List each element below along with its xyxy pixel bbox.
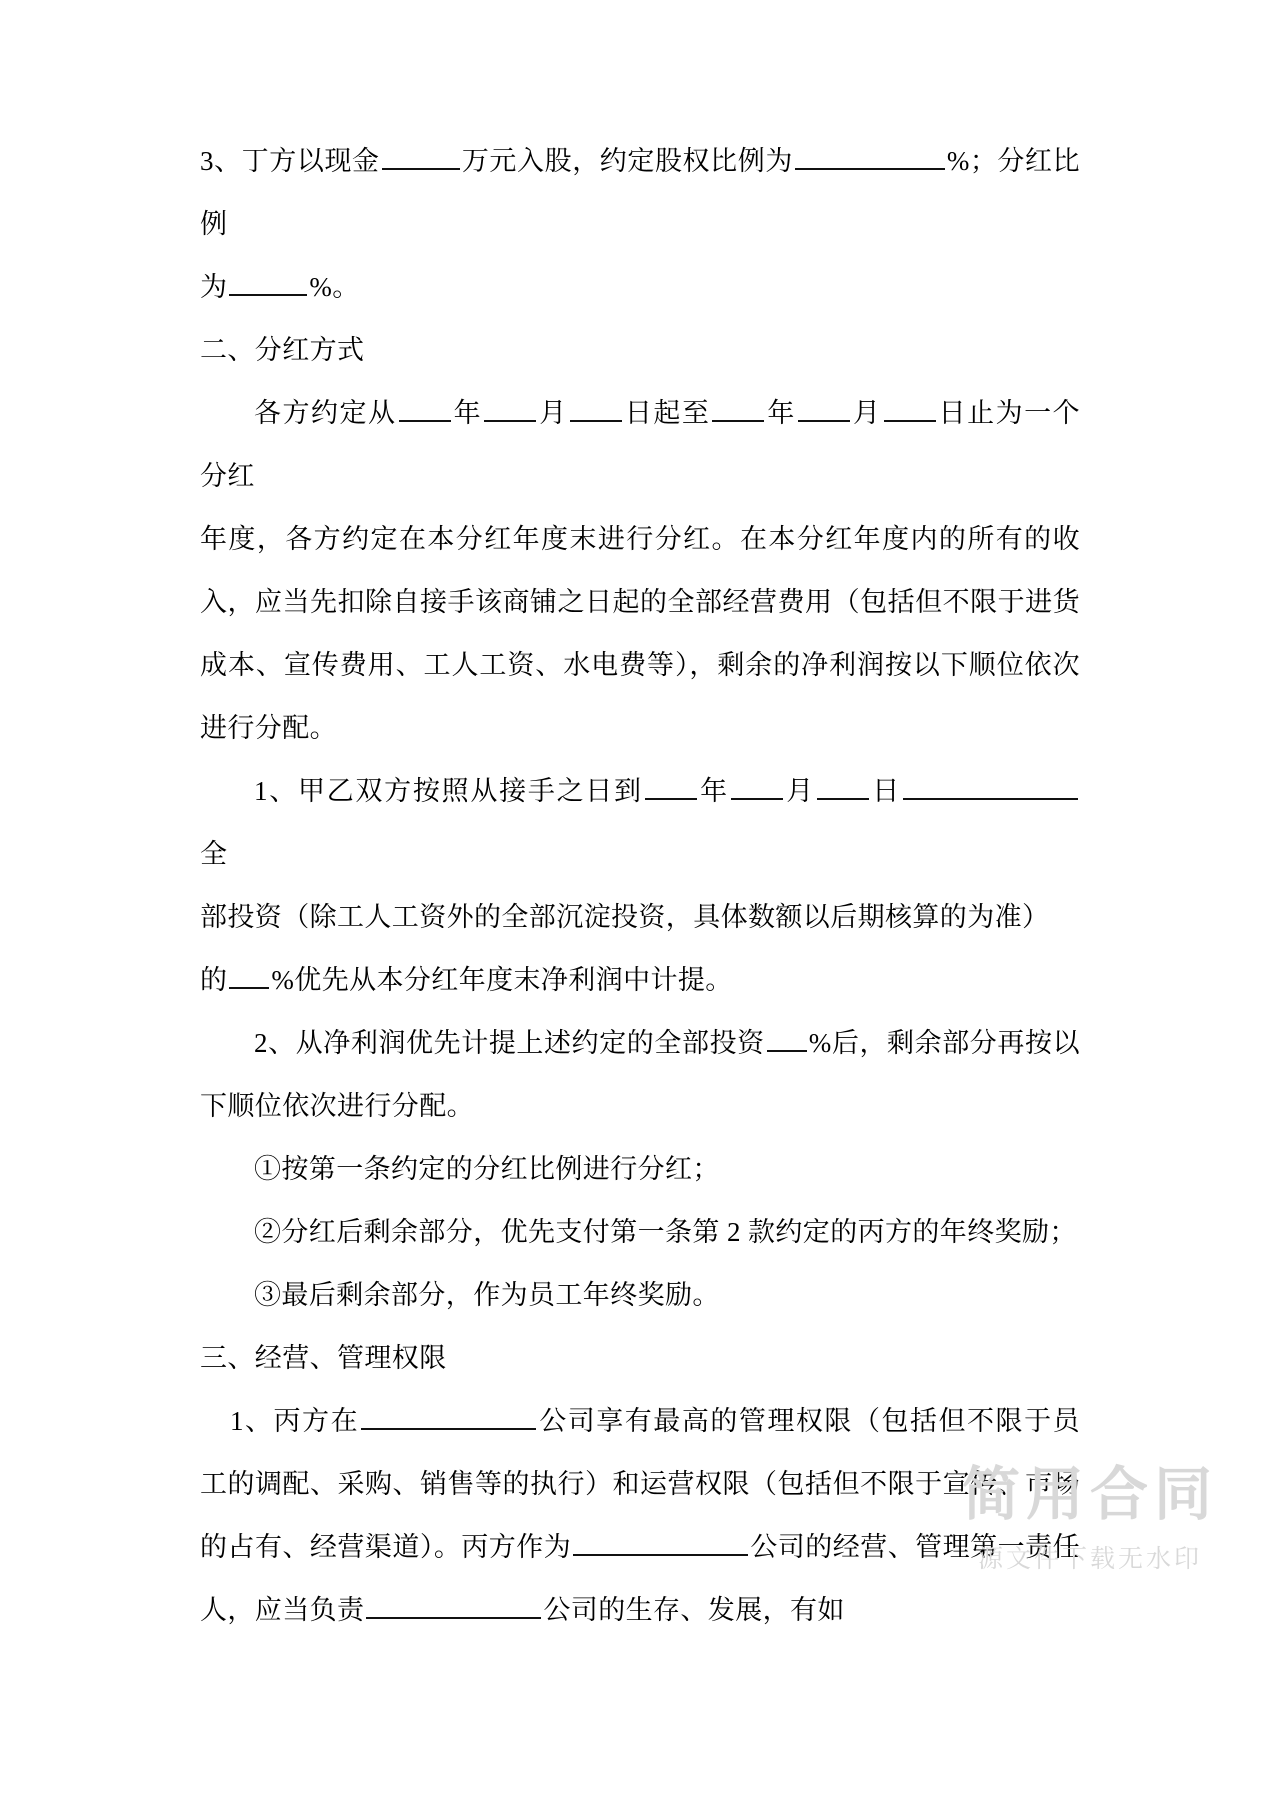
text-run: 日 [870,776,902,806]
text-run: ③最后剩余部分，作为员工年终奖励。 [254,1280,720,1310]
text-run: 月 [784,776,815,806]
fill-in-blank[interactable] [573,1526,748,1556]
text-run: 公司的经营、管理第一责任人，应当负责 [200,1532,1080,1625]
text-run: 1、丙方在 [230,1406,360,1436]
fill-in-blank[interactable] [361,1400,536,1430]
fill-in-blank[interactable] [366,1589,541,1619]
fill-in-blank[interactable] [570,392,622,422]
text-run: 为 [200,272,228,302]
text-run: ①按第一条约定的分红比例进行分红； [254,1154,720,1184]
p-heading-3 [200,1327,1080,1390]
text-run: 万元入股，约定股权比例为 [461,146,793,176]
text-run: 年 [698,776,729,806]
p-2-1-line1 [200,760,1080,886]
text-run: 二、分红方式 [200,335,365,365]
text-run: %优先从本分红年度末净利润中计提。 [271,965,733,995]
p-clause-1-3 [200,130,1080,256]
text-run: 部投资（除工人工资外的全部沉淀投资，具体数额以后期核算的为准） [200,902,1050,932]
fill-in-blank[interactable] [884,392,936,422]
text-run: 全 [200,839,228,869]
text-run: 月 [538,398,568,428]
text-run: 3、丁方以现金 [200,146,380,176]
text-run: %；分红比例 [200,146,1080,239]
text-run: 的 [200,965,228,995]
fill-in-blank[interactable] [229,959,269,989]
p-2-1-line2 [200,886,1080,949]
fill-in-blank[interactable] [229,266,307,296]
text-run: 各方约定从 [254,398,397,428]
fill-in-blank[interactable] [645,770,697,800]
p-2-intro-line1 [200,382,1080,508]
text-run: 年度，各方约定在本分红年度末进行分红。在本分红年度内的所有的收入，应当先扣除自接手该商铺之日起的全部经营费用（包括但不限于进货成本、宣传费用、工人工资、水电费等），剩余的净利润按以下顺位依次进行分配。 [200,524,1080,743]
fill-in-blank[interactable] [399,392,451,422]
text-run: 公司享有最高的管理权限（包括但不限于员工的调配、采购、销售等的执行）和运营权限（包括但不限于宣传、市场的占有、经营渠道）。丙方作为 [200,1406,1080,1562]
fill-in-blank[interactable] [484,392,536,422]
fill-in-blank[interactable] [712,392,764,422]
text-run: %后，剩余部分再按以下顺位依次进行分配。 [200,1028,1080,1121]
text-run: 公司的生存、发展，有如 [543,1595,845,1625]
watermark-subtitle: 源文件下载无水印 [977,1545,1202,1573]
p-3-1 [200,1390,1080,1642]
p-2-intro-rest [200,508,1080,760]
text-run: %。 [309,272,360,302]
fill-in-blank[interactable] [817,770,869,800]
text-run: 年 [452,398,483,428]
p-2-2-a [200,1138,1080,1201]
watermark-title: 简用合同 [961,1462,1218,1528]
p-heading-2 [200,319,1080,382]
p-2-2-c [200,1264,1080,1327]
text-run: ②分红后剩余部分，优先支付第一条第 2 款约定的丙方的年终奖励； [254,1217,1077,1247]
text-run: 日起至 [623,398,711,428]
text-run: 三、经营、管理权限 [200,1343,447,1373]
p-2-2 [200,1012,1080,1138]
fill-in-blank[interactable] [731,770,783,800]
text-run: 月 [851,398,882,428]
p-2-2-b [200,1201,1080,1264]
document-body [200,130,1080,1642]
text-run: 2、从净利润优先计提上述约定的全部投资 [254,1028,765,1058]
p-2-1-line3 [200,949,1080,1012]
fill-in-blank[interactable] [903,770,1078,800]
text-run: 年 [766,398,796,428]
fill-in-blank[interactable] [767,1022,807,1052]
text-run: 日止为一个分红 [200,398,1081,491]
fill-in-blank[interactable] [382,140,460,170]
text-run: 1、甲乙双方按照从接手之日到 [254,776,643,806]
fill-in-blank[interactable] [798,392,850,422]
p-clause-1-3-cont [200,256,1080,319]
fill-in-blank[interactable] [795,140,945,170]
